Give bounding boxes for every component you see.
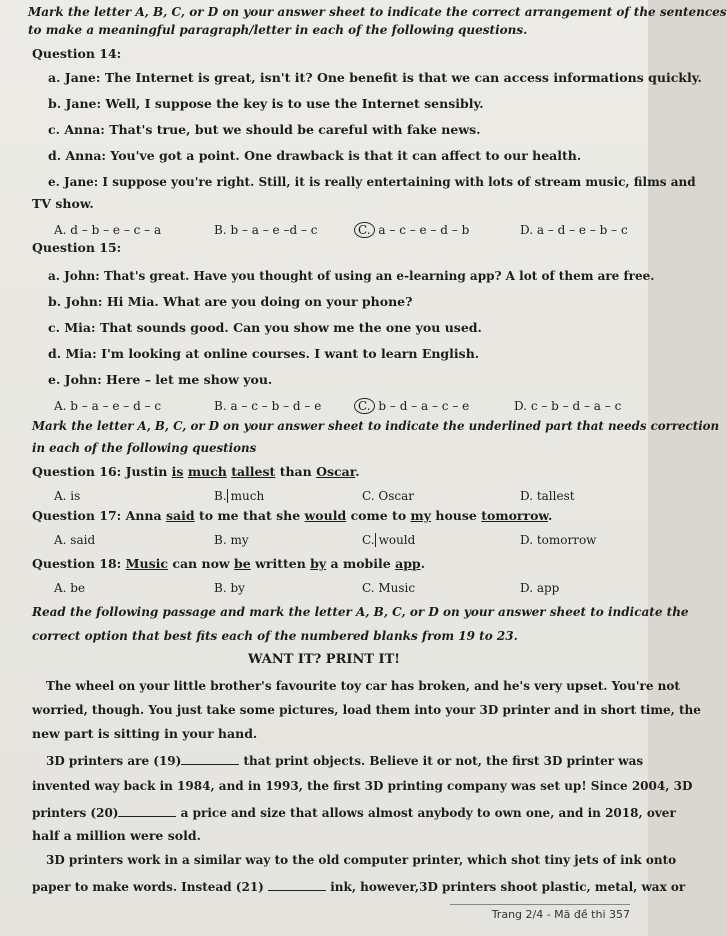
q14-title: Question 14: [32, 46, 122, 61]
q18-label: Question 18: [32, 556, 122, 571]
q15-item-c: c. Mia: That sounds good. Can you show me the one you used. [48, 320, 482, 335]
q14-item-a: a. Jane: The Internet is great, isn't it? One benefit is that we can access informations quickly. [48, 70, 702, 85]
q15-item-d: d. Mia: I'm looking at online courses. I want to learn English. [48, 346, 480, 361]
q16-text: than [279, 464, 312, 479]
q17-text: to me that she [198, 508, 301, 523]
q15-option-c-text: b – d – a – c – e [378, 399, 470, 413]
q17-option-c-letter: C. [362, 533, 375, 547]
intro-line-2: to make a meaningful paragraph/letter in each of the following questions. [28, 23, 528, 37]
q15-item-a: a. John: That's great. Have you thought of using an e-learning app? A lot of them are free. [48, 269, 655, 283]
q14-option-c-mark: C. [354, 222, 375, 238]
passage-p1-line-3: new part is sitting in your hand. [32, 726, 258, 741]
q14-option-c-text: a – c – e – d – b [378, 223, 470, 237]
intro-line-1: Mark the letter A, B, C, or D on your answer sheet to indicate the correct arrangement of the sentences [28, 5, 727, 19]
q18-stem [32, 556, 425, 572]
passage-p2-line-4: half a million were sold. [32, 828, 201, 843]
q14-item-c: c. Anna: That's true, but we should be careful with fake news. [48, 122, 481, 137]
q17-underlined-a: said [165, 508, 195, 523]
q17-text: come to [350, 508, 407, 523]
q15-option-d[interactable]: D. c – b – d – a – c [514, 399, 622, 413]
q14-option-a[interactable]: A. d – b – e – c – a [54, 223, 162, 237]
q17-underlined-c: would [304, 508, 347, 523]
q18-underlined-b: by [310, 556, 327, 571]
q17-stem [32, 508, 552, 524]
q17-option-c-text: would [375, 533, 419, 547]
blank-20[interactable] [118, 804, 176, 817]
blank-21[interactable] [268, 878, 326, 891]
q17-text: house [435, 508, 477, 523]
blank-19[interactable] [181, 752, 239, 765]
passage-text: a price and size that allows almost anybody to own one, and in 2018, over [180, 806, 676, 820]
q16-underlined-c: Oscar [316, 464, 356, 479]
passage-p1-line-2: worried, though. You just take some pictures, load them into your 3D printer and in short time, the [32, 703, 701, 717]
q16-text: Justin [125, 464, 168, 479]
q18-period: . [420, 556, 426, 571]
page-footer: Trang 2/4 - Mã đề thi 357 [491, 908, 630, 921]
q17-option-d[interactable]: D. tomorrow [520, 533, 597, 547]
q16-stem [32, 464, 360, 480]
q15-option-c[interactable] [358, 398, 469, 414]
q15-item-b: b. John: Hi Mia. What are you doing on your phone? [48, 294, 413, 309]
q17-option-a[interactable]: A. said [54, 533, 96, 547]
q14-option-b[interactable]: B. b – a – e –d – c [214, 223, 318, 237]
passage-text: that print objects. Believe it or not, the first 3D printer was [243, 754, 644, 768]
q15-option-a[interactable]: A. b – a – e – d – c [54, 399, 162, 413]
q14-item-e-cont: TV show. [32, 196, 94, 211]
q18-underlined-d: app [395, 556, 421, 571]
q18-text: a mobile [330, 556, 391, 571]
q14-item-d: d. Anna: You've got a point. One drawback is that it can affect to our health. [48, 148, 582, 163]
q14-item-b: b. Jane: Well, I suppose the key is to use the Internet sensibly. [48, 96, 484, 111]
instr2-line-2: in each of the following questions [32, 441, 257, 455]
q15-option-c-mark: C. [354, 398, 375, 414]
instr3-line-1: Read the following passage and mark the letter A, B, C, or D on your answer sheet to indicate the [32, 605, 689, 619]
q14-option-c[interactable] [358, 222, 469, 238]
q18-option-d[interactable]: D. app [520, 581, 560, 595]
q18-underlined-a: be [234, 556, 251, 571]
q15-title: Question 15: [32, 240, 122, 255]
passage-p3-line-1: 3D printers work in a similar way to the old computer printer, which shot tiny jets of ink onto [46, 853, 677, 867]
footer-divider [450, 904, 630, 905]
q15-item-e: e. John: Here – let me show you. [48, 372, 273, 387]
passage-p2-line-2: invented way back in 1984, and in 1993, the first 3D printing company was set up! Since 2004, 3D [32, 779, 693, 793]
instr3-line-2: correct option that best fits each of the numbered blanks from 19 to 23. [32, 629, 518, 643]
passage-text: ink, however,3D printers shoot plastic, metal, wax or [330, 880, 686, 894]
q16-option-c[interactable]: C. Oscar [362, 489, 414, 503]
passage-p2-line-1 [46, 752, 643, 769]
q16-label: Question 16: [32, 464, 122, 479]
q17-text: Anna [125, 508, 162, 523]
q16-underlined-d: tallest [231, 464, 276, 479]
passage-p2-line-3 [32, 804, 676, 821]
q17-option-c[interactable] [362, 532, 418, 548]
q16-option-d[interactable]: D. tallest [520, 489, 575, 503]
q15-option-b[interactable]: B. a – c – b – d – e [214, 399, 322, 413]
q18-text: can now [172, 556, 230, 571]
q16-option-b-letter: B. [214, 489, 227, 503]
passage-p3-line-2 [32, 878, 685, 895]
q17-label: Question 17: [32, 508, 122, 523]
q14-item-e: e. Jane: I suppose you're right. Still, it is really entertaining with lots of stream music, films and [48, 175, 696, 189]
passage-p1-line-1: The wheel on your little brother's favourite toy car has broken, and he's very upset. You're not [46, 679, 680, 693]
q17-underlined-d: tomorrow [481, 508, 548, 523]
q17-underlined-b: my [410, 508, 432, 523]
q16-option-b-text: much [227, 489, 268, 503]
q18-option-c[interactable]: C. Music [362, 581, 416, 595]
q14-option-d[interactable]: D. a – d – e – b – c [520, 223, 628, 237]
q16-option-a[interactable]: A. is [54, 489, 81, 503]
q17-period: . [547, 508, 553, 523]
instr2-line-1: Mark the letter A, B, C, or D on your answer sheet to indicate the underlined part that needs correction [32, 419, 720, 433]
q18-text: written [255, 556, 306, 571]
q18-option-a[interactable]: A. be [54, 581, 86, 595]
passage-text: printers (20) [32, 806, 119, 820]
q17-option-b[interactable]: B. my [214, 533, 249, 547]
q16-underlined-a: is [171, 464, 184, 479]
passage-text: paper to make words. Instead (21) [32, 880, 264, 894]
q16-period: . [355, 464, 360, 479]
q18-option-b[interactable]: B. by [214, 581, 245, 595]
q16-underlined-b: much [187, 464, 227, 479]
passage-title: WANT IT? PRINT IT! [247, 652, 401, 667]
q16-option-b[interactable] [214, 488, 267, 504]
passage-text: 3D printers are (19) [46, 754, 182, 768]
q18-underlined-c: Music [125, 556, 168, 571]
